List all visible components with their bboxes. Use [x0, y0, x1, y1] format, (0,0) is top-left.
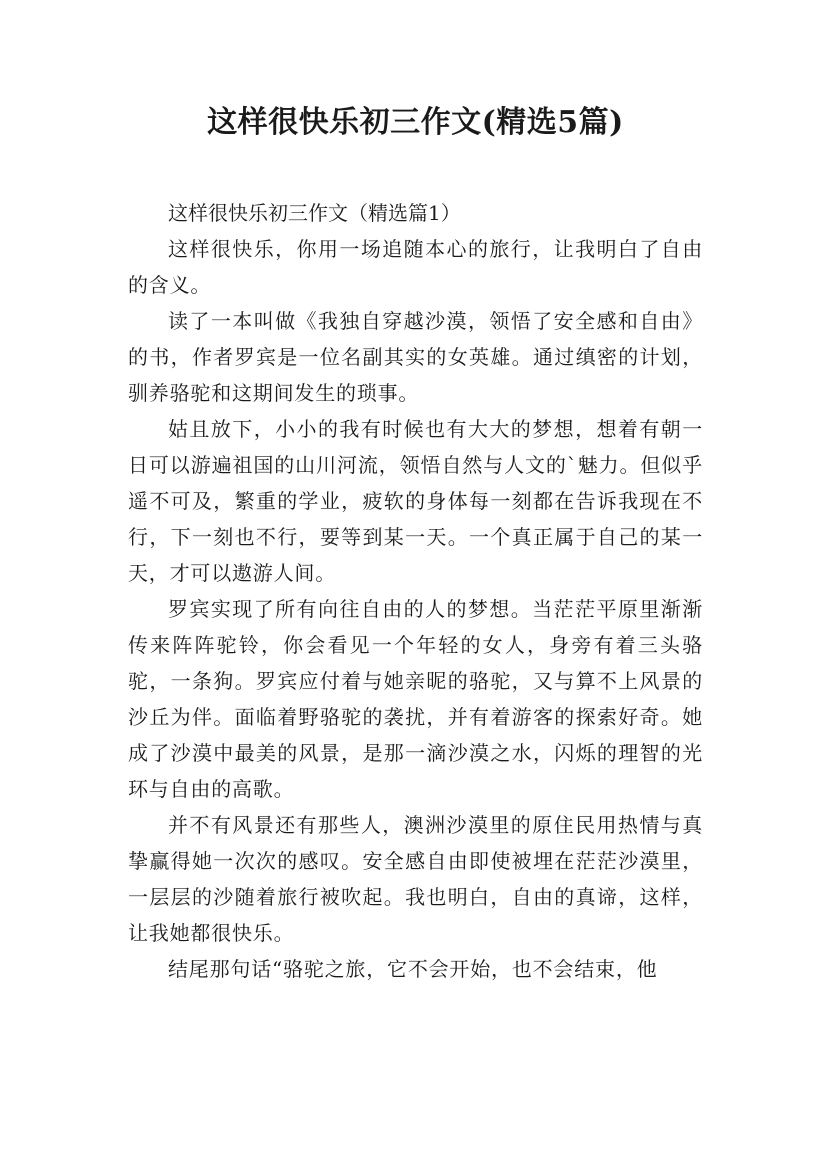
- section-heading: 这样很快乐初三作文（精选篇1）: [168, 201, 461, 225]
- document-title: 这样很快乐初三作文(精选5篇): [207, 105, 624, 140]
- paragraph-2: 读了一本叫做《我独自穿越沙漠，领悟了安全感和自由》的书，作者罗宾是一位名副其实的女英雄。通过缜密的计划，驯养骆驼和这期间发生的琐事。: [128, 309, 703, 405]
- paragraph-3: 姑且放下，小小的我有时候也有大大的梦想，想着有朝一日可以游遍祖国的山川河流，领悟自然与人文的`魅力。但似乎遥不可及，繁重的学业，疲软的身体每一刻都在告诉我现在不行，下一刻也不行，要等到某一天。一个真正属于自己的某一天，才可以遨游人间。: [128, 417, 703, 585]
- paragraph-4: 罗宾实现了所有向往自由的人的梦想。当茫茫平原里渐渐传来阵阵驼铃，你会看见一个年轻的女人，身旁有着三头骆驼，一条狗。罗宾应付着与她亲昵的骆驼，又与算不上风景的沙丘为伴。面临着野骆驼的袭扰，并有着游客的探索好奇。她成了沙漠中最美的风景，是那一滴沙漠之水，闪烁的理智的光环与自由的高歌。: [128, 597, 703, 801]
- paragraph-1: 这样很快乐，你用一场追随本心的旅行，让我明白了自由的含义。: [128, 237, 703, 297]
- paragraph-6: 结尾那句话“骆驼之旅，它不会开始，也不会结束，他: [168, 957, 658, 981]
- paragraph-5: 并不有风景还有那些人，澳洲沙漠里的原住民用热情与真挚赢得她一次次的感叹。安全感自由即使被埋在茫茫沙漠里，一层层的沙随着旅行被吹起。我也明白，自由的真谛，这样，让我她都很快乐。: [128, 813, 703, 945]
